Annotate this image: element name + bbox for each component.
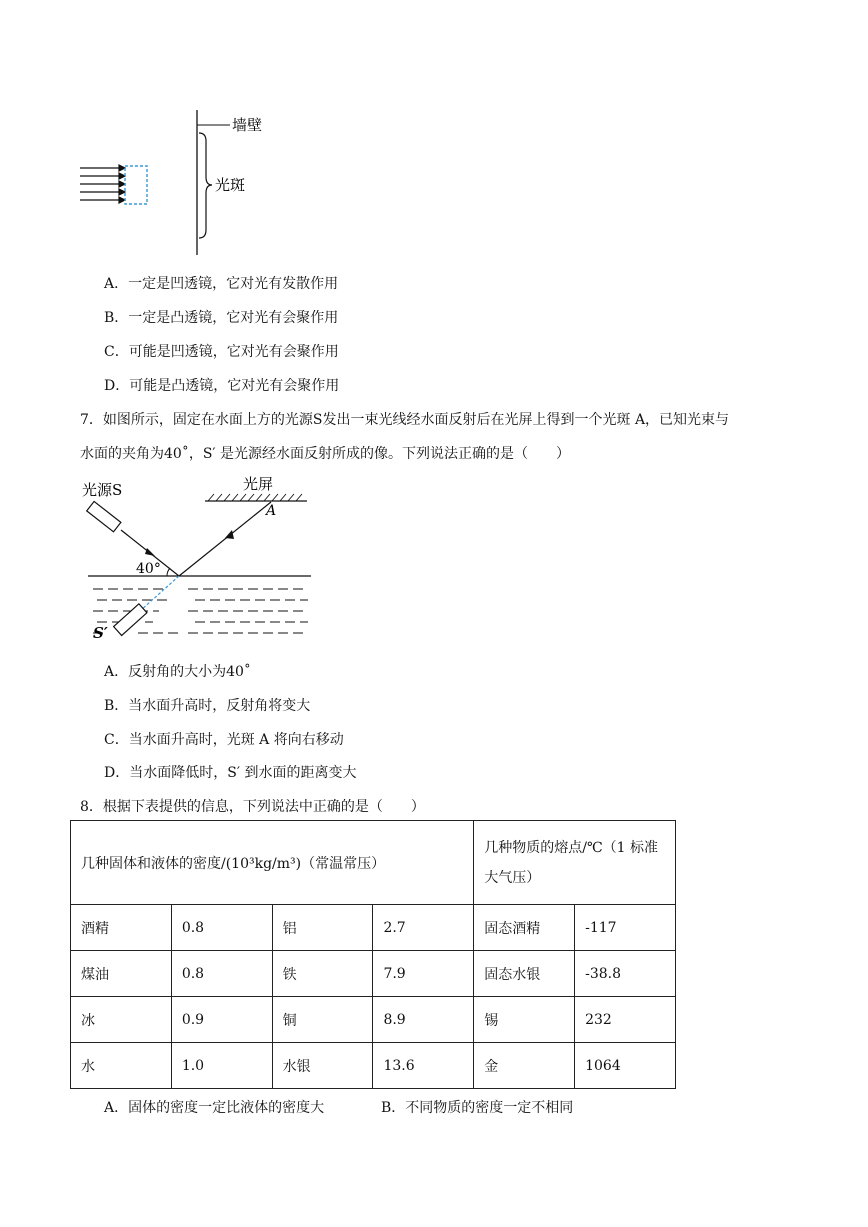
q7-option-b: B．当水面升高时，反射角将变大 — [104, 698, 311, 714]
table-header-melting — [474, 821, 676, 905]
table-cell: 2.7 — [373, 905, 474, 951]
table-header-density: 几种固体和液体的密度/(10³kg/m³)（常温常压） — [71, 821, 474, 905]
reflection-figure — [75, 472, 325, 647]
q6-option-a: A．一定是凹透镜，它对光有发散作用 — [104, 276, 339, 292]
table-cell: 冰 — [71, 997, 172, 1043]
table-cell: 0.9 — [171, 997, 272, 1043]
angle-label: 40° — [136, 561, 161, 577]
table-cell: 水银 — [272, 1043, 373, 1089]
unknown-lens-box — [125, 166, 147, 204]
table-header-melting-line2: 大气压） — [484, 869, 541, 886]
table-header-melting-line1: 几种物质的熔点/℃（1 标准 — [484, 839, 659, 856]
table-row — [71, 997, 676, 1043]
q8-stem: 8．根据下表提供的信息，下列说法中正确的是（ ） — [80, 799, 425, 815]
screen-label: 光屏 — [243, 475, 274, 493]
density-melting-table — [70, 820, 676, 1089]
q7-option-d: D．当水面降低时，S′ 到水面的距离变大 — [104, 765, 357, 781]
table-cell: 铁 — [272, 951, 373, 997]
table-cell: -117 — [575, 905, 676, 951]
table-cell: 铝 — [272, 905, 373, 951]
table-cell: 13.6 — [373, 1043, 474, 1089]
q8-option-b: B．不同物质的密度一定不相同 — [381, 1100, 574, 1116]
spot-a-label: A — [266, 503, 277, 519]
table-row — [71, 1043, 676, 1089]
table-cell: 金 — [474, 1043, 575, 1089]
q6-option-c: C．可能是凹透镜，它对光有会聚作用 — [104, 344, 339, 360]
q8-option-a: A．固体的密度一定比液体的密度大 — [104, 1100, 325, 1116]
q6-option-b: B．一定是凸透镜，它对光有会聚作用 — [104, 310, 339, 326]
table-cell: 铜 — [272, 997, 373, 1043]
table-cell: 0.8 — [171, 905, 272, 951]
table-cell: 0.8 — [171, 951, 272, 997]
table-cell: 煤油 — [71, 951, 172, 997]
table-cell: 7.9 — [373, 951, 474, 997]
table-cell: 水 — [71, 1043, 172, 1089]
spot-label: 光斑 — [215, 176, 246, 194]
table-cell: 固态水银 — [474, 951, 575, 997]
q7-stem-line2: 水面的夹角为40˚，S′ 是光源经水面反射所成的像。下列说法正确的是（ ） — [80, 446, 571, 462]
spot-brace — [199, 133, 212, 238]
q6-option-d: D．可能是凸透镜，它对光有会聚作用 — [104, 378, 340, 394]
table-cell: 1064 — [575, 1043, 676, 1089]
table-cell: 232 — [575, 997, 676, 1043]
table-cell: 1.0 — [171, 1043, 272, 1089]
lens-figure — [75, 105, 295, 260]
source-image — [114, 604, 147, 636]
light-source — [87, 501, 121, 531]
table-row — [71, 951, 676, 997]
q7-option-c: C．当水面升高时，光斑 A 将向右移动 — [104, 732, 344, 748]
table-cell: 固态酒精 — [474, 905, 575, 951]
image-label: S′ — [93, 624, 108, 642]
table-cell: -38.8 — [575, 951, 676, 997]
table-row — [71, 905, 676, 951]
source-label: 光源S — [82, 481, 123, 499]
table-cell: 8.9 — [373, 997, 474, 1043]
q7-option-a: A．反射角的大小为40˚ — [104, 664, 251, 680]
table-cell: 酒精 — [71, 905, 172, 951]
wall-label: 墙壁 — [232, 116, 263, 134]
q7-stem-line1: 7．如图所示，固定在水面上方的光源S发出一束光线经水面反射后在光屏上得到一个光斑 A，已知光束与 — [80, 412, 730, 428]
table-cell: 锡 — [474, 997, 575, 1043]
